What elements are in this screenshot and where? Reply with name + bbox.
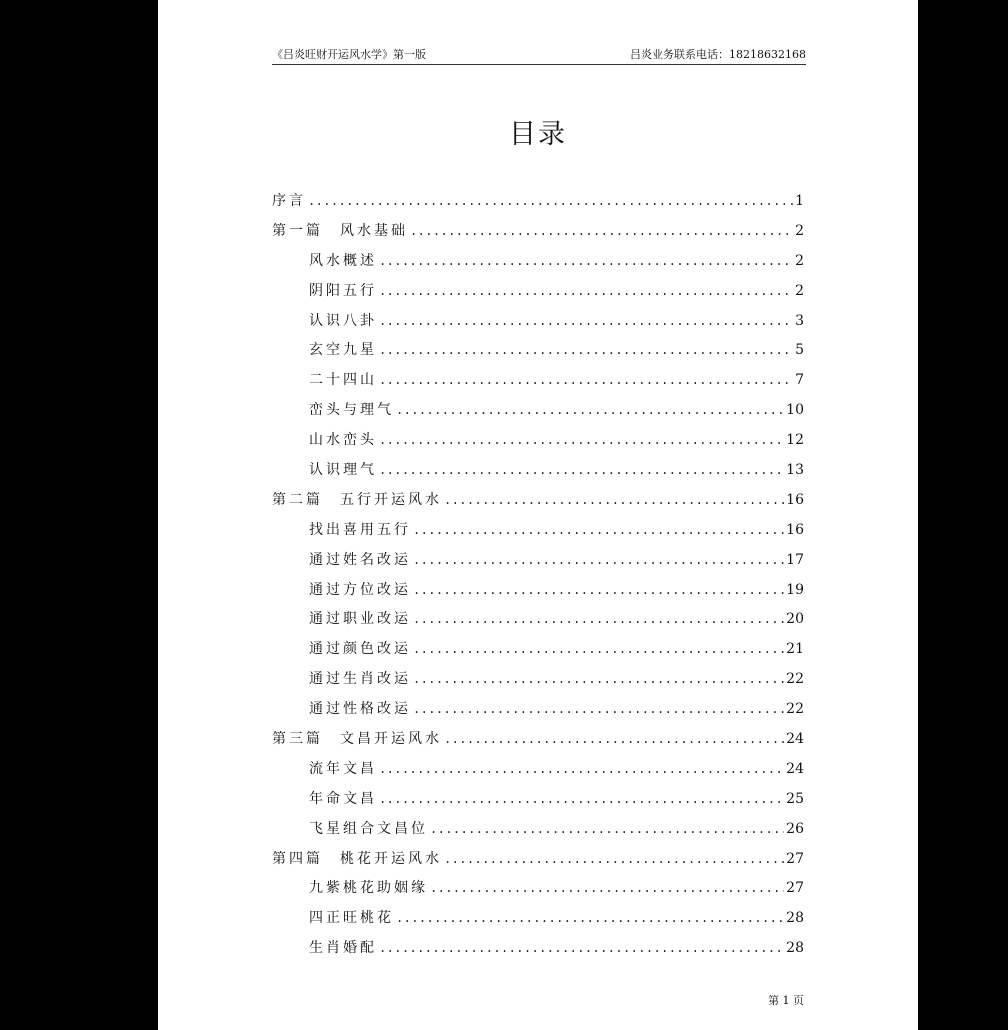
toc-dot-leader xyxy=(413,665,784,695)
toc-dot-leader xyxy=(413,576,784,606)
toc-dot-leader xyxy=(308,187,793,217)
toc-dot-leader xyxy=(430,874,784,904)
toc-entry-label: 通过性格改运 xyxy=(309,701,411,718)
toc-entry-page: 22 xyxy=(786,671,804,688)
toc-entry-label: 通过方位改运 xyxy=(309,581,411,598)
toc-dot-leader xyxy=(379,336,793,366)
page-title: 目录 xyxy=(509,119,567,150)
toc-entry-page: 2 xyxy=(795,282,804,299)
toc-dot-leader xyxy=(379,755,784,785)
toc-entry-label: 认识理气 xyxy=(309,462,377,479)
toc-entry-page: 16 xyxy=(786,521,804,538)
toc-dot-leader xyxy=(410,217,793,247)
toc-entry-label: 四正旺桃花 xyxy=(309,910,394,927)
toc-dot-leader xyxy=(379,785,784,815)
toc-section-entry[interactable] xyxy=(272,576,804,606)
toc-chapter-entry[interactable] xyxy=(272,725,804,755)
toc-section-entry[interactable] xyxy=(272,665,804,695)
toc-dot-leader xyxy=(396,396,784,426)
toc-entry-label: 第一篇 风水基础 xyxy=(272,222,408,239)
toc-dot-leader xyxy=(444,725,784,755)
toc-section-entry[interactable] xyxy=(272,546,804,576)
toc-dot-leader xyxy=(379,366,793,396)
toc-dot-leader xyxy=(379,277,793,307)
toc-section-entry[interactable] xyxy=(272,815,804,845)
toc-dot-leader xyxy=(379,934,784,964)
toc-entry-label: 生肖婚配 xyxy=(309,940,377,957)
toc-section-entry[interactable] xyxy=(272,366,804,396)
toc-entry-page: 25 xyxy=(786,790,804,807)
toc-chapter-entry[interactable] xyxy=(272,486,804,516)
toc-section-entry[interactable] xyxy=(272,307,804,337)
toc-entry-page: 16 xyxy=(786,491,804,508)
toc-section-entry[interactable] xyxy=(272,904,804,934)
toc-entry-page: 22 xyxy=(786,701,804,718)
toc-dot-leader xyxy=(379,426,784,456)
toc-dot-leader xyxy=(413,605,784,635)
toc-entry-page: 3 xyxy=(795,312,804,329)
toc-dot-leader xyxy=(379,247,793,277)
toc-entry-page: 2 xyxy=(795,252,804,269)
toc-entry-label: 年命文昌 xyxy=(309,790,377,807)
toc-entry-label: 第二篇 五行开运风水 xyxy=(272,491,442,508)
toc-section-entry[interactable] xyxy=(272,247,804,277)
toc-entry-page: 13 xyxy=(786,462,804,479)
toc-entry-label: 阴阳五行 xyxy=(309,282,377,299)
toc-entry-page: 17 xyxy=(786,551,804,568)
header-contact: 吕炎业务联系电话：18218632168 xyxy=(630,48,806,61)
toc-entry-page: 21 xyxy=(786,641,804,658)
toc-entry-page: 27 xyxy=(786,850,804,867)
header-book-title: 《吕炎旺财开运风水学》第一版 xyxy=(272,48,426,61)
toc-section-entry[interactable] xyxy=(272,695,804,725)
toc-entry-label: 序言 xyxy=(272,193,306,209)
toc-entry-label: 通过职业改运 xyxy=(309,611,411,628)
toc-section-entry[interactable] xyxy=(272,605,804,635)
toc-entry-label: 山水峦头 xyxy=(309,432,377,449)
toc-entry-label: 流年文昌 xyxy=(309,760,377,777)
toc-entry-page: 7 xyxy=(795,372,804,389)
toc-dot-leader xyxy=(413,516,784,546)
toc-entry-page: 1 xyxy=(795,193,804,209)
toc-chapter-entry[interactable] xyxy=(272,845,804,875)
toc-dot-leader xyxy=(379,456,784,486)
toc-dot-leader xyxy=(413,635,784,665)
toc-entry-label: 二十四山 xyxy=(309,372,377,389)
toc-entry-page: 28 xyxy=(786,910,804,927)
page-number: 第 1 页 xyxy=(768,994,804,1007)
toc-entry-label: 通过生肖改运 xyxy=(309,671,411,688)
toc-entry-page: 28 xyxy=(786,940,804,957)
toc-dot-leader xyxy=(444,486,784,516)
toc-section-entry[interactable] xyxy=(272,785,804,815)
toc-section-entry[interactable] xyxy=(272,755,804,785)
toc-section-entry[interactable] xyxy=(272,934,804,964)
toc-entry-label: 第四篇 桃花开运风水 xyxy=(272,850,442,867)
toc-entry-page: 20 xyxy=(786,611,804,628)
toc-entry-page: 5 xyxy=(795,342,804,359)
toc-section-entry[interactable] xyxy=(272,516,804,546)
toc-entry-page: 24 xyxy=(786,731,804,748)
toc-dot-leader xyxy=(379,307,793,337)
toc-entry-label: 第三篇 文昌开运风水 xyxy=(272,731,442,748)
toc-dot-leader xyxy=(413,546,784,576)
toc-dot-leader xyxy=(430,815,784,845)
table-of-contents xyxy=(272,187,804,964)
toc-entry-label: 玄空九星 xyxy=(309,342,377,359)
toc-entry-label: 九紫桃花助姻缘 xyxy=(309,880,428,897)
toc-entry-page: 12 xyxy=(786,432,804,449)
toc-section-entry[interactable] xyxy=(272,396,804,426)
toc-chapter-entry[interactable] xyxy=(272,187,804,217)
toc-entry-page: 2 xyxy=(795,222,804,239)
toc-section-entry[interactable] xyxy=(272,336,804,366)
toc-chapter-entry[interactable] xyxy=(272,217,804,247)
toc-entry-page: 27 xyxy=(786,880,804,897)
toc-entry-label: 峦头与理气 xyxy=(309,402,394,419)
toc-dot-leader xyxy=(413,695,784,725)
document-page xyxy=(158,0,918,1030)
toc-section-entry[interactable] xyxy=(272,277,804,307)
toc-entry-label: 认识八卦 xyxy=(309,312,377,329)
toc-entry-page: 24 xyxy=(786,760,804,777)
toc-entry-label: 通过颜色改运 xyxy=(309,641,411,658)
page-header xyxy=(272,47,806,65)
toc-dot-leader xyxy=(444,845,784,875)
toc-section-entry[interactable] xyxy=(272,426,804,456)
toc-entry-label: 通过姓名改运 xyxy=(309,551,411,568)
toc-section-entry[interactable] xyxy=(272,874,804,904)
toc-entry-label: 飞星组合文昌位 xyxy=(309,820,428,837)
toc-entry-page: 26 xyxy=(786,820,804,837)
toc-section-entry[interactable] xyxy=(272,456,804,486)
toc-entry-page: 10 xyxy=(786,402,804,419)
toc-dot-leader xyxy=(396,904,784,934)
toc-section-entry[interactable] xyxy=(272,635,804,665)
toc-entry-page: 19 xyxy=(786,581,804,598)
toc-entry-label: 找出喜用五行 xyxy=(309,521,411,538)
toc-entry-label: 风水概述 xyxy=(309,252,377,269)
